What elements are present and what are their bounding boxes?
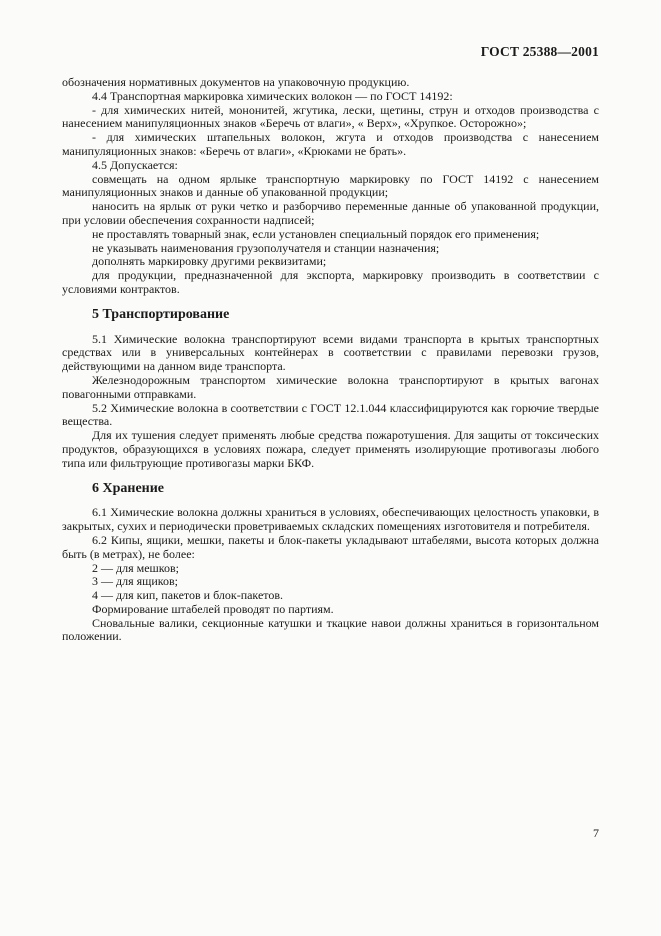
paragraph-4-5: 4.5 Допускается: — [92, 157, 178, 172]
paragraph-4-4: 4.4 Транспортная маркировка химических волокон — по ГОСТ 14192: — [92, 88, 453, 103]
paragraph: Формирование штабелей проводят по партиям. — [92, 601, 334, 616]
paragraph-5-2: 5.2 Химические волокна в соответствии с ГОСТ 12.1.044 классифицируются как горючие твердые вещества. — [62, 400, 599, 429]
section-heading-storage: 6 Хранение — [92, 480, 165, 496]
list-item: 4 — для кип, пакетов и блок-пакетов. — [92, 588, 284, 603]
paragraph: Железнодорожным транспортом химические волокна транспортируют в крытых вагонах повагонными отправками. — [62, 372, 599, 401]
paragraph-6-2: 6.2 Кипы, ящики, мешки, пакеты и блок-пакеты укладывают штабелями, высота которых должна быть (в метрах), не более: — [62, 532, 599, 561]
list-item: для продукции, предназначенной для экспорта, маркировку производить в соответствии с условиями контрактов. — [62, 268, 599, 296]
paragraph-6-1: 6.1 Химические волокна должны храниться в условиях, обеспечивающих целостность упаковки, в закрытых, сухих и периодически проветриваемых складских помещениях изготовителя и потребителя. — [62, 505, 599, 534]
document-code-header: ГОСТ 25388—2001 — [480, 44, 599, 59]
paragraph: Для их тушения следует применять любые средства пожаротушения. Для защиты от токсических продуктов, образующихся в условиях пожара, следует применять изолирующие противогазы любого типа или фильтрующие противогазы марки БКФ. — [62, 428, 599, 470]
list-item: не проставлять товарный знак, если установлен специальный порядок его применения; — [92, 226, 540, 241]
list-item: не указывать наименования грузополучателя и станции назначения; — [92, 240, 440, 255]
list-item: - для химических нитей, мононитей, жгутика, лески, щетины, струн и отходов производства с нанесением манипуляционных знаков «Беречь от влаги», « Верх», «Хрупкое. Осторожно»; — [62, 102, 599, 131]
list-item: 3 — для ящиков; — [92, 574, 179, 589]
list-item: совмещать на одном ярлыке транспортную маркировку по ГОСТ 14192 с нанесением манипуляционных знаков и данные об упакованной продукции; — [62, 171, 599, 200]
list-item: 2 — для мешков; — [92, 560, 179, 575]
list-item: дополнять маркировку другими реквизитами; — [92, 254, 327, 269]
list-item: - для химических штапельных волокон, жгута и отходов производства с нанесением манипуляционных знаков: «Беречь от влаги», «Крюками не брать». — [62, 130, 599, 158]
document-body — [62, 76, 599, 644]
paragraph: Сновальные валики, секционные катушки и ткацкие навои должны храниться в горизонтальном положении. — [62, 615, 599, 644]
section-heading-transport: 5 Транспортирование — [92, 306, 230, 322]
paragraph-5-1: 5.1 Химические волокна транспортируют всеми видами транспорта в крытых транспортных средствах или в универсальных контейнерах в соответствии с правилами перевозки грузов, действующими на данном виде транспорта. — [62, 331, 599, 374]
list-item: наносить на ярлык от руки четко и разборчиво переменные данные об упакованной продукции, при условии обеспечения сохранности надписей; — [62, 199, 599, 227]
paragraph: обозначения нормативных документов на упаковочную продукцию. — [62, 75, 410, 89]
page-number: 7 — [593, 826, 599, 840]
